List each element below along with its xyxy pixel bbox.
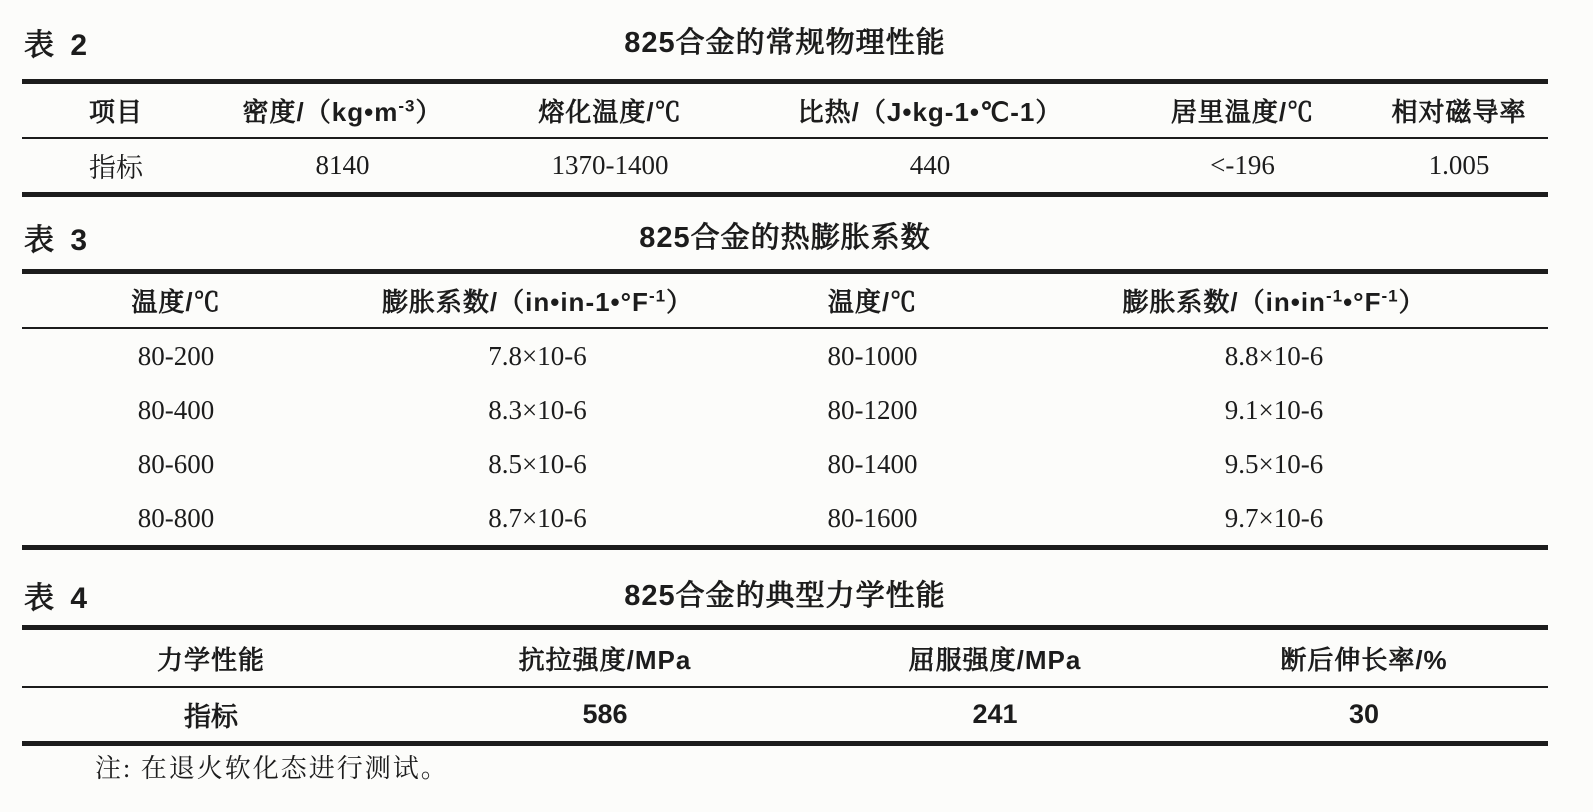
- table3-caption-label: 表 3: [24, 224, 92, 257]
- column-header: 项目: [22, 82, 210, 139]
- table-row: [22, 687, 1548, 744]
- column-header: 温度/℃: [745, 272, 1000, 329]
- table-cell: 80-1600: [827, 502, 918, 533]
- table3-caption: [22, 215, 1548, 256]
- table-row: [22, 383, 1548, 437]
- table-cell: 80-1200: [827, 394, 918, 425]
- table-cell: 80-200: [137, 340, 215, 371]
- table-row: [22, 491, 1548, 548]
- table-cell: 7.8×10-6: [488, 340, 587, 371]
- table-row: [22, 437, 1548, 491]
- mechanical-properties-table: [22, 625, 1548, 746]
- table2-block: [22, 20, 1548, 197]
- column-header: 膨胀系数$/(in•in-1•^\circ F^{-1})$: [330, 272, 745, 329]
- column-header: 居里温度/℃: [1115, 82, 1370, 139]
- table-cell: 指标: [89, 153, 143, 183]
- footnote: 注: 在退火软化态进行测试。: [95, 754, 449, 783]
- column-header: 密度$/(kg•m^{-3})$: [210, 82, 475, 139]
- table3-block: [22, 215, 1548, 550]
- column-header: 温度/℃: [22, 272, 330, 329]
- column-header: 膨胀系数$/(in•in^{-1}•^\circ F^{-1})$: [1000, 272, 1548, 329]
- table4-block: [22, 573, 1548, 746]
- table-cell: 80-400: [137, 394, 215, 425]
- thermal-expansion-table: [22, 269, 1548, 550]
- table-row: [22, 138, 1548, 195]
- table-cell: 8.3×10-6: [488, 394, 587, 425]
- table-cell: <-196: [1210, 150, 1275, 180]
- table-cell: 1370-1400: [551, 150, 669, 180]
- table2-caption: [22, 20, 1548, 61]
- physical-properties-table: [22, 79, 1548, 197]
- table-cell: 80-600: [137, 448, 215, 479]
- table-cell: 8.7×10-6: [488, 502, 587, 533]
- table-cell: 1.005: [1428, 150, 1490, 180]
- table4-header-row: [22, 628, 1548, 688]
- table-cell: 9.7×10-6: [1224, 502, 1324, 533]
- table3-title: 825合金的热膨胀系数: [639, 222, 931, 254]
- table-cell: 指标: [184, 702, 238, 732]
- table4-caption-label: 表 4: [24, 582, 92, 615]
- table-cell: 8140: [315, 150, 370, 180]
- table-cell: 586: [582, 699, 628, 729]
- column-header: 熔化温度/℃: [475, 82, 745, 139]
- column-header: 比热/（J•kg-1•℃-1）: [745, 82, 1115, 139]
- column-header: 相对磁导率: [1370, 82, 1548, 139]
- table-cell: 80-800: [137, 502, 215, 533]
- table3-header-row: [22, 272, 1548, 329]
- table-row: [22, 328, 1548, 383]
- column-header: 断后伸长率/%: [1180, 628, 1548, 688]
- table2-header-row: [22, 82, 1548, 139]
- column-header: 屈服强度/MPa: [810, 628, 1180, 688]
- table4-caption: [22, 573, 1548, 614]
- column-header: 力学性能: [22, 628, 400, 688]
- column-header: 抗拉强度/MPa: [400, 628, 810, 688]
- table2-caption-label: 表 2: [24, 29, 92, 62]
- table-cell: 80-1400: [827, 448, 918, 479]
- table-cell: 30: [1348, 699, 1380, 729]
- table4-title: 825合金的典型力学性能: [624, 580, 946, 612]
- table-cell: 8.8×10-6: [1224, 340, 1324, 371]
- table-cell: 241: [972, 699, 1018, 729]
- table-cell: 8.5×10-6: [488, 448, 587, 479]
- table-cell: 440: [909, 150, 951, 180]
- table2-title: 825合金的常规物理性能: [624, 27, 946, 59]
- table-cell: 80-1000: [827, 340, 918, 371]
- table-cell: 9.5×10-6: [1224, 448, 1324, 479]
- table-cell: 9.1×10-6: [1224, 394, 1324, 425]
